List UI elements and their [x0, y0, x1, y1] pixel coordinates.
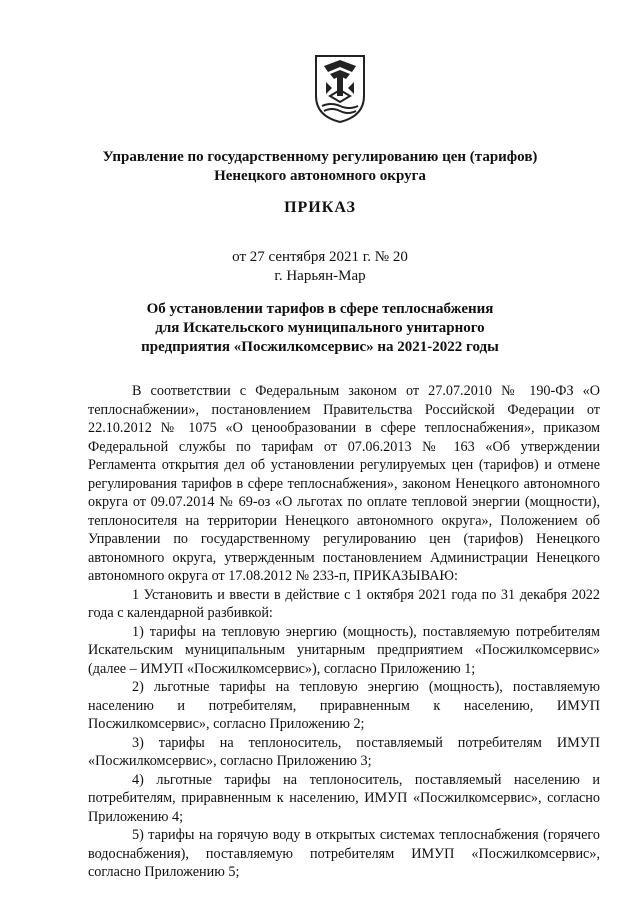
subitem-5-paragraph: 5) тарифы на горячую воду в открытых системах теплоснабжения (горячего водоснабжения), поставляемую потребителям ИМУП «Посжилкомсервис», согласно Приложению 5;: [88, 827, 600, 880]
subitem-2-paragraph: 2) льготные тарифы на тепловую энергию (мощность), поставляемую населению и потребителям, приравненным к населению, ИМУП Посжилкомсервис», согласно Приложению 2;: [88, 679, 600, 732]
subject-line-3: предприятия «Посжилкомсервис» на 2021-2022 годы: [141, 339, 499, 355]
subject-line-1: Об установлении тарифов в сфере теплоснабжения: [146, 301, 494, 317]
order-subject: [0, 300, 640, 357]
subitem-3-paragraph: 3) тарифы на теплоноситель, поставляемый потребителям ИМУП «Посжилкомсервис», согласно Приложению 3;: [88, 734, 600, 769]
date-number: от 27 сентября 2021 г. № 20: [232, 249, 408, 265]
subitem-1-paragraph: 1) тарифы на тепловую энергию (мощность), поставляемую потребителям Искательским муниципальным унитарным предприятием «Посжилкомсервис» (далее – ИМУП «Посжилкомсервис»), согласно Приложению 1;: [88, 623, 600, 677]
order-body: [88, 382, 600, 882]
place: г. Нарьян-Мар: [274, 268, 366, 284]
preamble-paragraph: В соответствии с Федеральным законом от 27.07.2010 № 190-ФЗ «О теплоснабжении», постановлением Правительства Российской Федерации от 22.10.2012 № 1075 «О ценообразовании в сфере теплоснабжения», приказом Федеральной службы по тарифам от 07.06.2013 № 163 «Об утверждении Регламента открытия дел об установлении регулируемых цен (тарифов) и отмене регулирования тарифов в сфере теплоснабжения», законом Ненецкого автономного округа от 09.07.2014 № 69-оз «О льготах по оплате тепловой энергии (мощности), теплоносителя на территории Ненецкого автономного округа», Положением об Управлении по государственному регулированию цен (тарифов) Ненецкого автономного округа, утвержденным постановлением Администрации Ненецкого автономного округа от 17.08.2012 № 233-п, ПРИКАЗЫВАЮ:: [88, 383, 600, 584]
subitem-4-paragraph: 4) льготные тарифы на теплоноситель, поставляемый населению и потребителям, приравненным к населению, ИМУП «Посжилкомсервис», согласно Приложению 4;: [88, 771, 600, 825]
coat-of-arms-icon: [312, 52, 368, 124]
subject-line-2: для Искательского муниципального унитарного: [155, 320, 485, 336]
item-1-paragraph: 1 Установить и ввести в действие с 1 октября 2021 года по 31 декабря 2022 года с календарной разбивкой:: [88, 586, 600, 621]
document-type: ПРИКАЗ: [284, 199, 356, 216]
organization-line-2: Ненецкого автономного округа: [214, 168, 426, 184]
organization-line-1: Управление по государственному регулированию цен (тарифов): [102, 149, 538, 165]
organization-name: [0, 148, 640, 186]
date-place-block: [0, 248, 640, 286]
